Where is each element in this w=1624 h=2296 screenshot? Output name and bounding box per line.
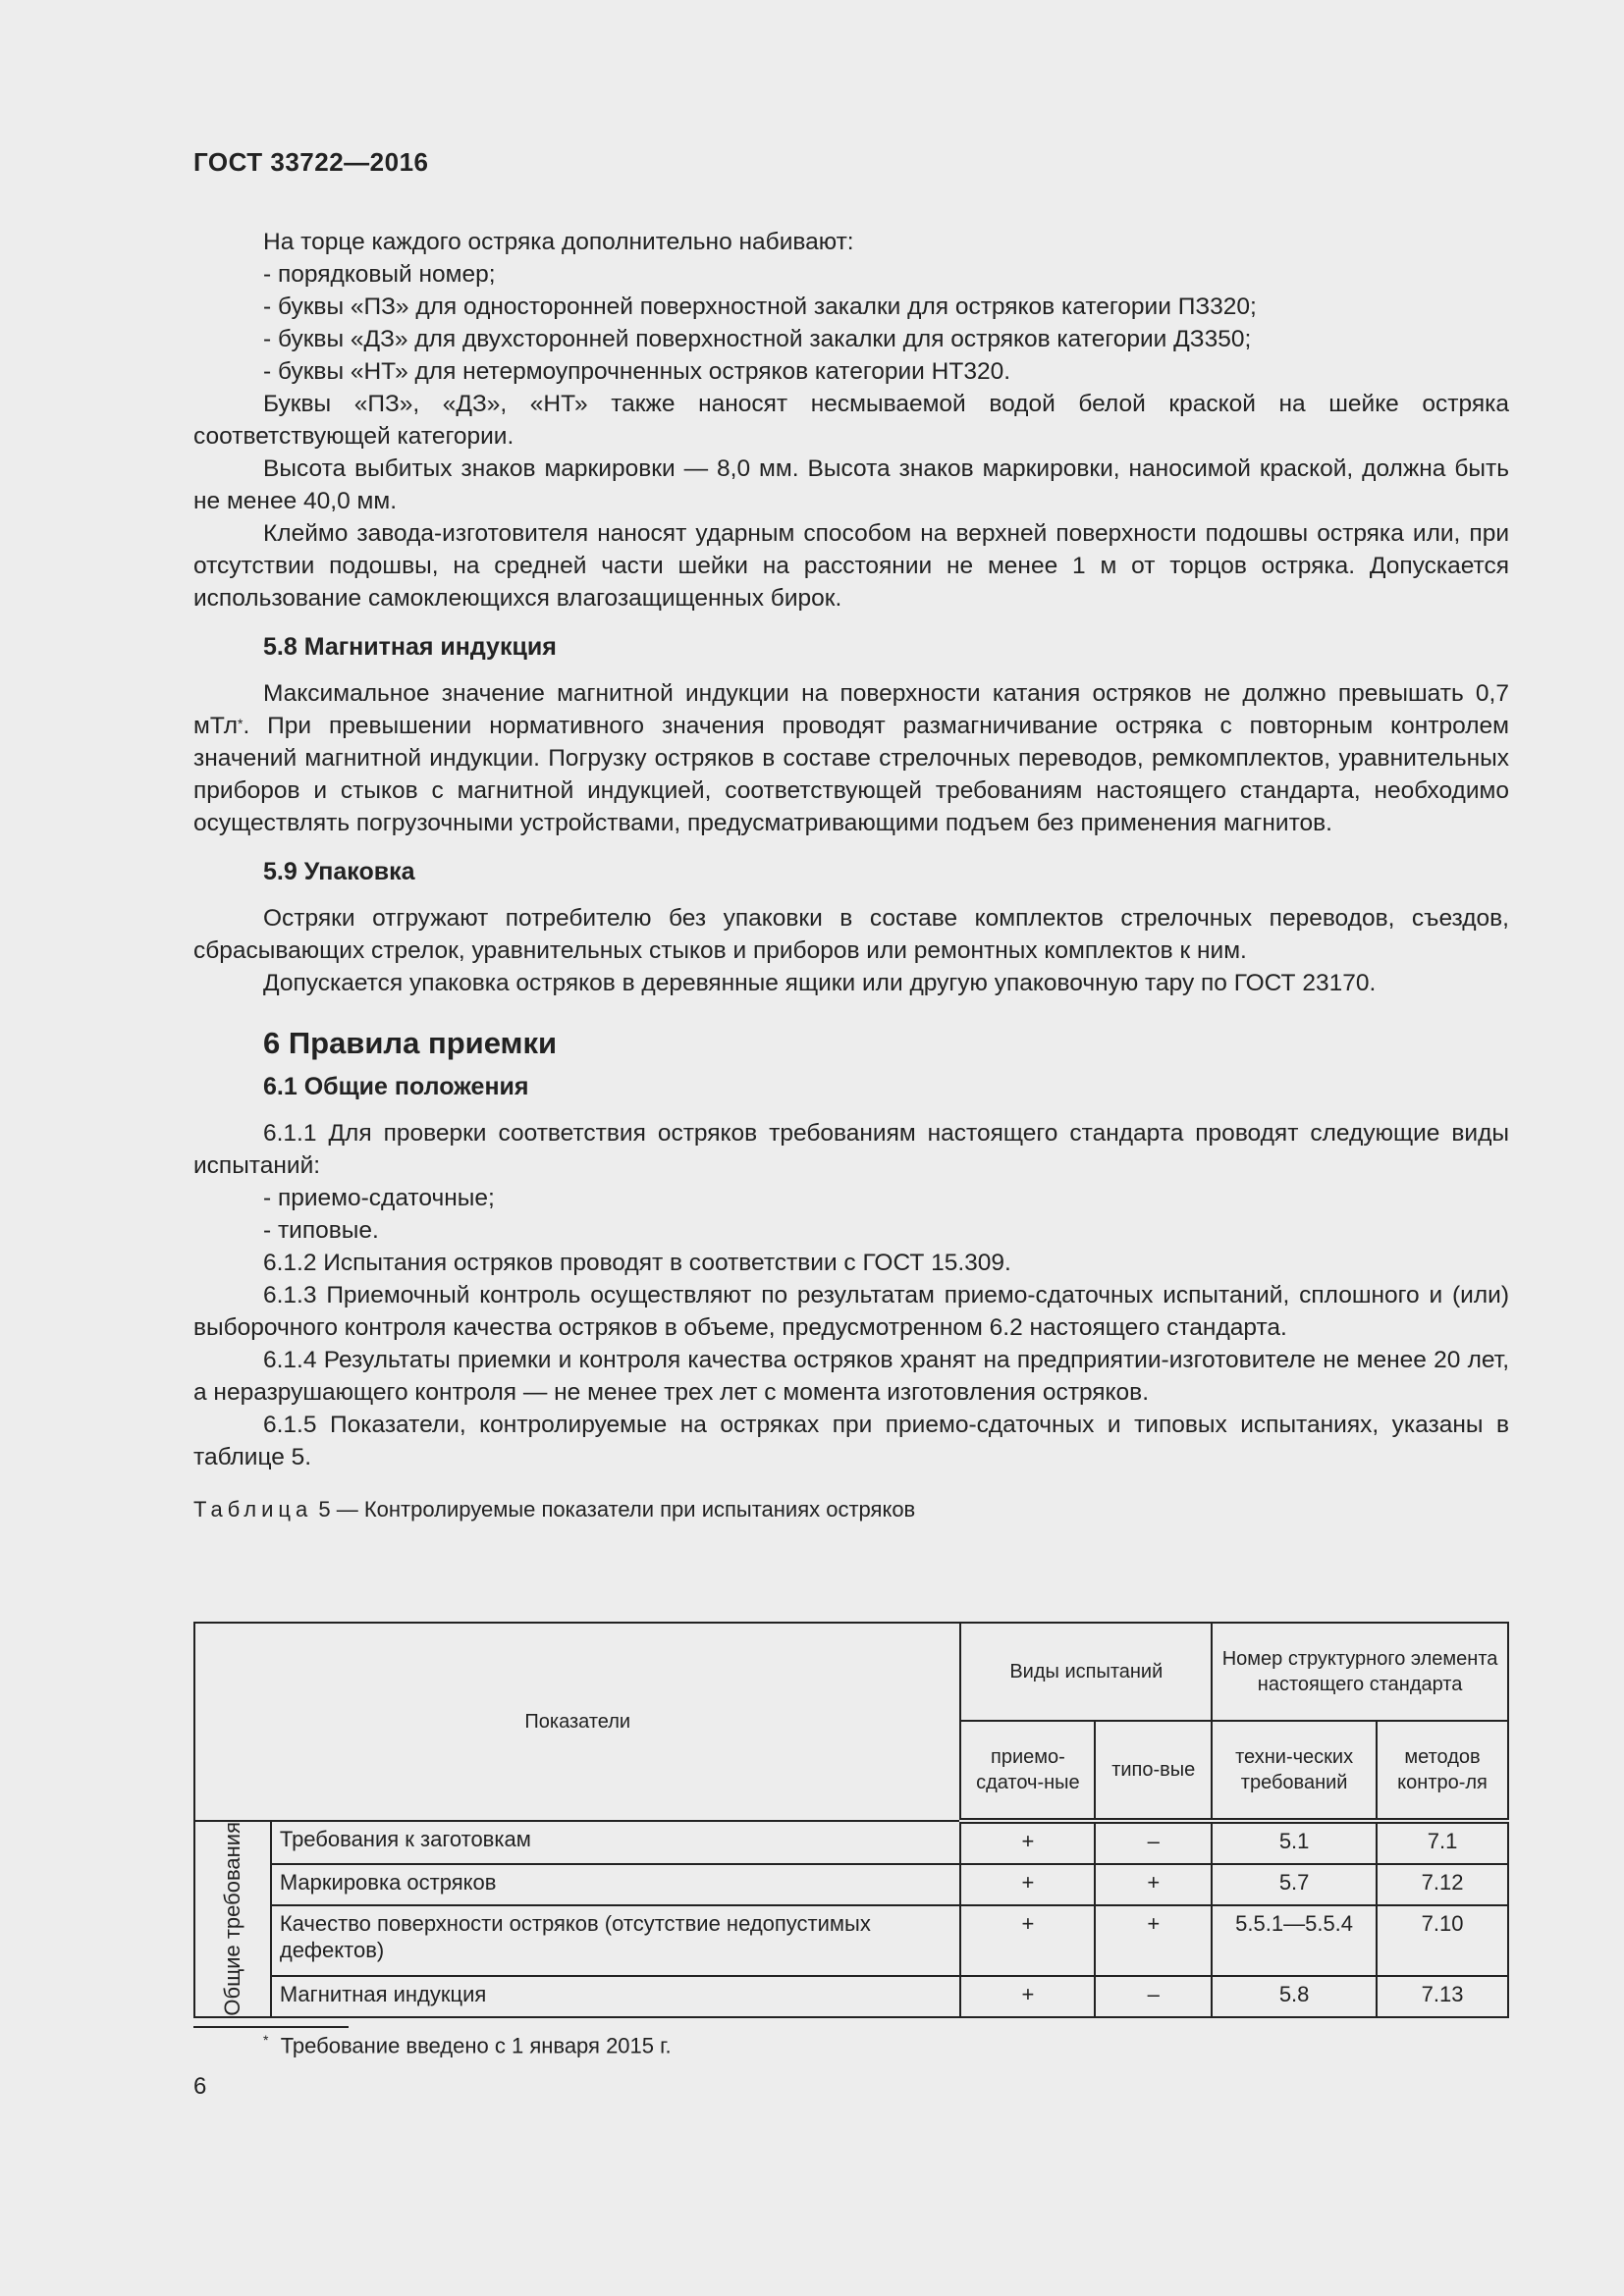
row-tech: 5.1	[1212, 1821, 1377, 1864]
table-caption-word: Таблица	[193, 1497, 313, 1522]
table-caption-text: 5 — Контролируемые показатели при испытаниях остряков	[312, 1497, 916, 1522]
section-heading-5-9: 5.9 Упаковка	[263, 858, 415, 885]
paragraph: 6.1.2 Испытания остряков проводят в соответствии с ГОСТ 15.309.	[263, 1250, 1011, 1276]
table-caption	[193, 1493, 1509, 1525]
list-item: - порядковый номер;	[263, 261, 496, 288]
row-acceptance: +	[960, 1976, 1095, 2017]
row-methods: 7.1	[1377, 1821, 1508, 1864]
header-acceptance: приемо-сдаточ-ные	[960, 1721, 1095, 1821]
list-item: - приемо-сдаточные;	[263, 1185, 495, 1211]
table-row	[194, 1864, 1508, 1905]
paragraph: 6.1.3 Приемочный контроль осуществляют по результатам приемо-сдаточных испытаний, сплошного и (или) выборочного контроля качества остряков в объеме, предусмотренном 6.2 настоящего стандарта.	[193, 1282, 1509, 1341]
row-type: –	[1095, 1976, 1212, 2017]
paragraph-part: . При превышении нормативного значения проводят размагничивание остряка с повторным контролем значений магнитной индукции. Погрузку остряков в составе стрелочных переводов, ремкомплектов, уравнительных приборов и стыков с магнитной индукцией, соответствующей требованиям настоящего стандарта, необходимо осуществлять погрузочными устройствами, предусматривающими подъем без применения магнитов.	[193, 713, 1509, 836]
row-type: –	[1095, 1821, 1212, 1864]
table-header-row	[194, 1623, 1508, 1721]
footnote-divider	[193, 2026, 349, 2028]
footnote-mark: *	[263, 2032, 269, 2048]
row-tech: 5.7	[1212, 1864, 1377, 1905]
row-methods: 7.12	[1377, 1864, 1508, 1905]
row-methods: 7.10	[1377, 1905, 1508, 1976]
footnote-ref: *	[238, 716, 244, 731]
row-acceptance: +	[960, 1905, 1095, 1976]
list-item: - буквы «ПЗ» для односторонней поверхностной закалки для остряков категории ПЗ320;	[263, 294, 1257, 320]
list-item: - буквы «ДЗ» для двухсторонней поверхностной закалки для остряков категории ДЗ350;	[263, 326, 1252, 352]
table-row	[194, 1976, 1508, 2017]
page-header: ГОСТ 33722—2016	[193, 147, 429, 177]
paragraph	[193, 677, 1509, 839]
list-item: - буквы «НТ» для нетермоупрочненных остряков категории НТ320.	[263, 358, 1011, 385]
paragraph: Клеймо завода-изготовителя наносят ударным способом на верхней поверхности подошвы остряка или, при отсутствии подошвы, на средней части шейки на расстоянии не менее 1 м от торцов остряка. Допускается использование самоклеющихся влагозащищенных бирок.	[193, 520, 1509, 612]
page-number: 6	[193, 2073, 207, 2100]
header-indicators: Показатели	[194, 1623, 960, 1821]
row-methods: 7.13	[1377, 1976, 1508, 2017]
paragraph: Допускается упаковка остряков в деревянные ящики или другую упаковочную тару по ГОСТ 23170.	[263, 970, 1377, 996]
row-name: Качество поверхности остряков (отсутствие недопустимых дефектов)	[271, 1905, 961, 1976]
group-cell	[194, 1821, 271, 2017]
row-tech: 5.5.1—5.5.4	[1212, 1905, 1377, 1976]
header-type: типо-вые	[1095, 1721, 1212, 1821]
header-struct-element: Номер структурного элемента настоящего стандарта	[1212, 1623, 1508, 1721]
paragraph: Буквы «ПЗ», «ДЗ», «НТ» также наносят несмываемой водой белой краской на шейке остряка соответствующей категории.	[193, 391, 1509, 450]
paragraph: Остряки отгружают потребителю без упаковки в составе комплектов стрелочных переводов, съездов, сбрасывающих стрелок, уравнительных стыков и приборов или ремонтных комплектов к ним.	[193, 905, 1509, 964]
header-test-types: Виды испытаний	[960, 1623, 1212, 1721]
paragraph-part: Максимальное значение магнитной индукции на поверхности катания остряков не должно превышать 0,7 мТл	[193, 680, 1509, 739]
row-acceptance: +	[960, 1821, 1095, 1864]
row-name: Требования к заготовкам	[271, 1821, 961, 1864]
body-text	[193, 226, 1509, 1525]
row-name: Маркировка остряков	[271, 1864, 961, 1905]
row-name: Магнитная индукция	[271, 1976, 961, 2017]
header-methods: методов контро-ля	[1377, 1721, 1508, 1821]
table-row	[194, 1821, 1508, 1864]
paragraph: 6.1.1 Для проверки соответствия остряков требованиям настоящего стандарта проводят следующие виды испытаний:	[193, 1120, 1509, 1179]
row-acceptance: +	[960, 1864, 1095, 1905]
footnote-text: Требование введено с 1 января 2015 г.	[280, 2033, 672, 2058]
header-tech: техни-ческих требований	[1212, 1721, 1377, 1821]
table-row	[194, 1905, 1508, 1976]
row-tech: 5.8	[1212, 1976, 1377, 2017]
section-heading-6-1: 6.1 Общие положения	[263, 1073, 529, 1100]
paragraph: На торце каждого остряка дополнительно набивают:	[263, 229, 854, 255]
paragraph: Высота выбитых знаков маркировки — 8,0 мм. Высота знаков маркировки, наносимой краской, должна быть не менее 40,0 мм.	[193, 455, 1509, 514]
table-5	[193, 1622, 1509, 2018]
section-heading-6: 6 Правила приемки	[263, 1026, 558, 1060]
paragraph: 6.1.4 Результаты приемки и контроля качества остряков хранят на предприятии-изготовителе не менее 20 лет, а неразрушающего контроля — не менее трех лет с момента изготовления остряков.	[193, 1347, 1509, 1406]
row-type: +	[1095, 1905, 1212, 1976]
section-heading-5-8: 5.8 Магнитная индукция	[263, 633, 557, 661]
footnote	[263, 2032, 672, 2058]
paragraph: 6.1.5 Показатели, контролируемые на остряках при приемо-сдаточных и типовых испытаниях, указаны в таблице 5.	[193, 1412, 1509, 1470]
list-item: - типовые.	[263, 1217, 379, 1244]
group-label: Общие требования	[219, 1822, 244, 2016]
row-type: +	[1095, 1864, 1212, 1905]
